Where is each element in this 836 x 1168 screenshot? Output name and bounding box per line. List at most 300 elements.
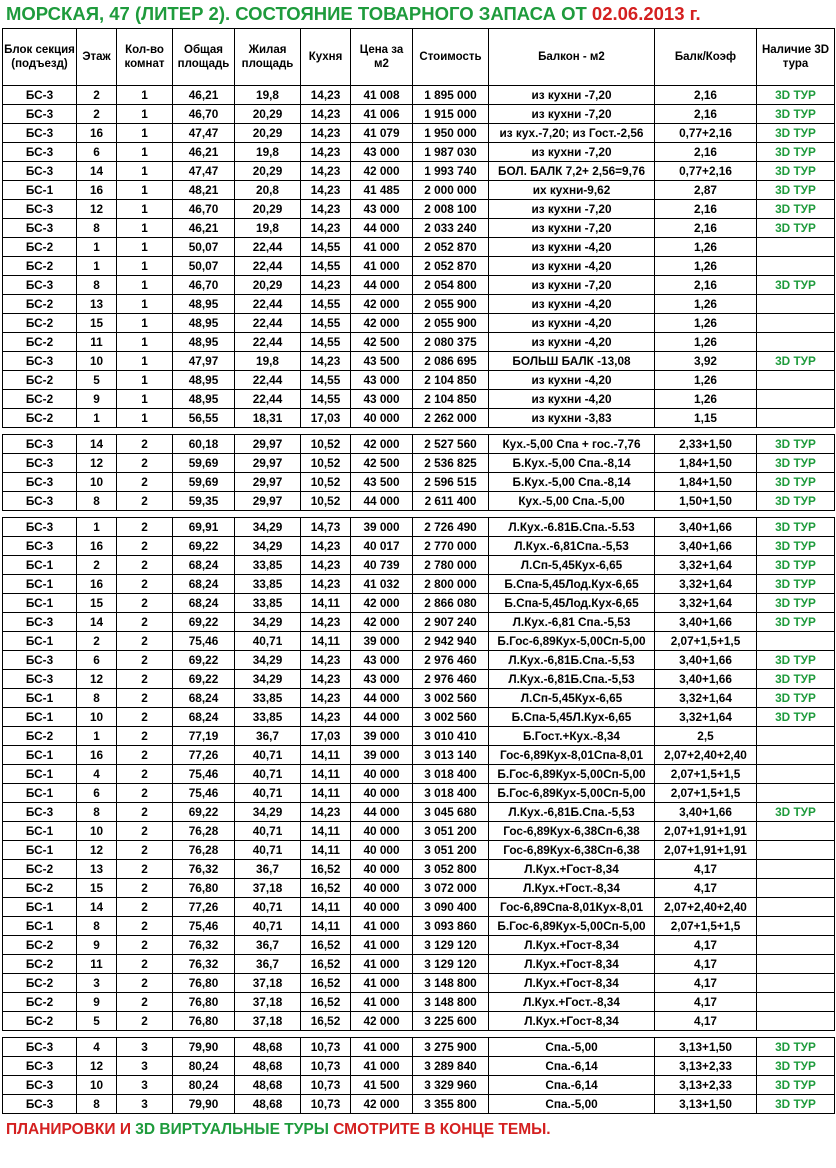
table-row xyxy=(3,238,835,257)
table-row xyxy=(3,1038,835,1057)
cell-cost: 2 611 400 xyxy=(413,492,489,511)
cell-3d-tour xyxy=(757,765,835,784)
cell-price-m2: 40 739 xyxy=(351,556,413,575)
cell-price-m2: 43 000 xyxy=(351,390,413,409)
cell-balcony: Б.Спа-5,45Лод.Кух-6,65 xyxy=(489,594,655,613)
table-row xyxy=(3,955,835,974)
cell-cost: 2 770 000 xyxy=(413,537,489,556)
cell-living-area: 36,7 xyxy=(235,936,301,955)
cell-balcony: Гос-6,89Кух-6,38Сп-6,38 xyxy=(489,841,655,860)
cell-3d-tour xyxy=(757,841,835,860)
cell-rooms: 1 xyxy=(117,276,173,295)
cell-price-m2: 43 500 xyxy=(351,352,413,371)
cell-3d-tour[interactable]: 3D ТУР xyxy=(757,105,835,124)
table-row xyxy=(3,898,835,917)
cell-kitchen: 16,52 xyxy=(301,879,351,898)
cell-price-m2: 43 000 xyxy=(351,200,413,219)
table-row xyxy=(3,651,835,670)
cell-kitchen: 14,23 xyxy=(301,613,351,632)
table-row xyxy=(3,613,835,632)
cell-total-area: 46,21 xyxy=(173,143,235,162)
cell-cost: 2 866 080 xyxy=(413,594,489,613)
cell-balc-coef: 4,17 xyxy=(655,860,757,879)
cell-living-area: 40,71 xyxy=(235,746,301,765)
cell-total-area: 59,69 xyxy=(173,454,235,473)
cell-3d-tour[interactable]: 3D ТУР xyxy=(757,651,835,670)
cell-kitchen: 14,23 xyxy=(301,803,351,822)
cell-balc-coef: 1,15 xyxy=(655,409,757,428)
cell-price-m2: 42 000 xyxy=(351,162,413,181)
cell-total-area: 69,22 xyxy=(173,613,235,632)
cell-total-area: 47,97 xyxy=(173,352,235,371)
cell-cost: 2 907 240 xyxy=(413,613,489,632)
cell-total-area: 68,24 xyxy=(173,689,235,708)
cell-3d-tour xyxy=(757,238,835,257)
table-row xyxy=(3,879,835,898)
cell-floor: 4 xyxy=(77,765,117,784)
cell-balcony: Л.Кух.-6.81Б.Спа.-5.53 xyxy=(489,518,655,537)
cell-kitchen: 14,11 xyxy=(301,841,351,860)
cell-living-area: 19,8 xyxy=(235,86,301,105)
cell-cost: 2 104 850 xyxy=(413,390,489,409)
cell-balcony: Л.Кух.+Гост-8,34 xyxy=(489,955,655,974)
cell-block: БС-1 xyxy=(3,594,77,613)
cell-balc-coef: 2,16 xyxy=(655,200,757,219)
table-row xyxy=(3,917,835,936)
cell-block: БС-2 xyxy=(3,993,77,1012)
cell-living-area: 40,71 xyxy=(235,784,301,803)
cell-floor: 2 xyxy=(77,105,117,124)
header-kitchen: Кухня xyxy=(301,29,351,86)
cell-balcony: из кухни -7,20 xyxy=(489,276,655,295)
cell-balcony: Л.Кух.-6,81Б.Спа.-5,53 xyxy=(489,803,655,822)
header-row xyxy=(3,29,835,86)
table-row xyxy=(3,860,835,879)
cell-block: БС-3 xyxy=(3,492,77,511)
cell-living-area: 48,68 xyxy=(235,1076,301,1095)
cell-kitchen: 14,55 xyxy=(301,238,351,257)
cell-price-m2: 41 000 xyxy=(351,917,413,936)
cell-total-area: 80,24 xyxy=(173,1076,235,1095)
cell-cost: 2 033 240 xyxy=(413,219,489,238)
cell-3d-tour[interactable]: 3D ТУР xyxy=(757,219,835,238)
cell-living-area: 34,29 xyxy=(235,537,301,556)
cell-price-m2: 41 000 xyxy=(351,955,413,974)
cell-floor: 9 xyxy=(77,390,117,409)
cell-floor: 9 xyxy=(77,936,117,955)
cell-3d-tour[interactable]: 3D ТУР xyxy=(757,1057,835,1076)
cell-balcony: Л.Кух.+Гост-8,34 xyxy=(489,936,655,955)
cell-price-m2: 43 000 xyxy=(351,371,413,390)
footer-part1: ПЛАНИРОВКИ И xyxy=(6,1121,131,1138)
cell-total-area: 76,80 xyxy=(173,1012,235,1031)
cell-cost: 3 002 560 xyxy=(413,689,489,708)
cell-price-m2: 40 000 xyxy=(351,841,413,860)
cell-cost: 1 993 740 xyxy=(413,162,489,181)
cell-living-area: 29,97 xyxy=(235,435,301,454)
cell-total-area: 80,24 xyxy=(173,1057,235,1076)
cell-3d-tour[interactable]: 3D ТУР xyxy=(757,537,835,556)
cell-3d-tour[interactable]: 3D ТУР xyxy=(757,181,835,200)
cell-block: БС-1 xyxy=(3,898,77,917)
cell-block: БС-1 xyxy=(3,765,77,784)
cell-3d-tour[interactable]: 3D ТУР xyxy=(757,613,835,632)
table-row xyxy=(3,181,835,200)
cell-living-area: 40,71 xyxy=(235,632,301,651)
cell-floor: 10 xyxy=(77,352,117,371)
cell-living-area: 37,18 xyxy=(235,1012,301,1031)
cell-kitchen: 14,23 xyxy=(301,162,351,181)
header-balcony: Балкон - м2 xyxy=(489,29,655,86)
cell-rooms: 2 xyxy=(117,689,173,708)
cell-cost: 2 052 870 xyxy=(413,238,489,257)
cell-living-area: 34,29 xyxy=(235,613,301,632)
cell-floor: 16 xyxy=(77,181,117,200)
cell-block: БС-2 xyxy=(3,727,77,746)
cell-cost: 3 093 860 xyxy=(413,917,489,936)
cell-kitchen: 14,55 xyxy=(301,333,351,352)
cell-living-area: 37,18 xyxy=(235,993,301,1012)
table-row xyxy=(3,936,835,955)
cell-price-m2: 41 032 xyxy=(351,575,413,594)
cell-total-area: 48,95 xyxy=(173,314,235,333)
cell-3d-tour xyxy=(757,333,835,352)
cell-price-m2: 41 485 xyxy=(351,181,413,200)
cell-price-m2: 44 000 xyxy=(351,219,413,238)
cell-total-area: 69,22 xyxy=(173,651,235,670)
cell-3d-tour[interactable]: 3D ТУР xyxy=(757,518,835,537)
cell-price-m2: 43 000 xyxy=(351,670,413,689)
cell-total-area: 50,07 xyxy=(173,257,235,276)
cell-floor: 8 xyxy=(77,1095,117,1114)
cell-kitchen: 14,55 xyxy=(301,371,351,390)
separator-cell xyxy=(3,511,835,518)
cell-cost: 3 148 800 xyxy=(413,993,489,1012)
cell-total-area: 48,21 xyxy=(173,181,235,200)
cell-price-m2: 40 000 xyxy=(351,898,413,917)
cell-price-m2: 44 000 xyxy=(351,708,413,727)
cell-balc-coef: 3,13+1,50 xyxy=(655,1038,757,1057)
cell-cost: 2 780 000 xyxy=(413,556,489,575)
cell-total-area: 75,46 xyxy=(173,784,235,803)
cell-3d-tour[interactable]: 3D ТУР xyxy=(757,689,835,708)
cell-balc-coef: 2,33+1,50 xyxy=(655,435,757,454)
cell-3d-tour[interactable]: 3D ТУР xyxy=(757,454,835,473)
cell-rooms: 2 xyxy=(117,708,173,727)
cell-block: БС-3 xyxy=(3,352,77,371)
cell-block: БС-3 xyxy=(3,803,77,822)
cell-rooms: 1 xyxy=(117,371,173,390)
cell-block: БС-3 xyxy=(3,518,77,537)
cell-total-area: 76,32 xyxy=(173,860,235,879)
cell-floor: 8 xyxy=(77,803,117,822)
cell-rooms: 2 xyxy=(117,575,173,594)
cell-kitchen: 17,03 xyxy=(301,409,351,428)
table-row xyxy=(3,352,835,371)
cell-price-m2: 42 000 xyxy=(351,613,413,632)
cell-cost: 2 055 900 xyxy=(413,295,489,314)
cell-balc-coef: 3,32+1,64 xyxy=(655,708,757,727)
cell-living-area: 19,8 xyxy=(235,143,301,162)
cell-rooms: 1 xyxy=(117,124,173,143)
cell-price-m2: 40 000 xyxy=(351,860,413,879)
cell-3d-tour[interactable]: 3D ТУР xyxy=(757,492,835,511)
cell-3d-tour xyxy=(757,784,835,803)
cell-total-area: 68,24 xyxy=(173,708,235,727)
cell-floor: 8 xyxy=(77,689,117,708)
cell-cost: 2 942 940 xyxy=(413,632,489,651)
cell-price-m2: 40 017 xyxy=(351,537,413,556)
cell-price-m2: 42 000 xyxy=(351,1012,413,1031)
cell-balc-coef: 1,26 xyxy=(655,333,757,352)
cell-living-area: 40,71 xyxy=(235,822,301,841)
cell-balc-coef: 2,07+2,40+2,40 xyxy=(655,898,757,917)
cell-rooms: 1 xyxy=(117,162,173,181)
cell-block: БС-3 xyxy=(3,105,77,124)
cell-price-m2: 44 000 xyxy=(351,803,413,822)
cell-rooms: 2 xyxy=(117,746,173,765)
cell-balcony: Спа.-6,14 xyxy=(489,1076,655,1095)
cell-kitchen: 17,03 xyxy=(301,727,351,746)
cell-3d-tour[interactable]: 3D ТУР xyxy=(757,473,835,492)
cell-total-area: 48,95 xyxy=(173,333,235,352)
cell-price-m2: 41 000 xyxy=(351,993,413,1012)
cell-living-area: 33,85 xyxy=(235,575,301,594)
cell-3d-tour xyxy=(757,390,835,409)
cell-3d-tour[interactable]: 3D ТУР xyxy=(757,594,835,613)
cell-price-m2: 41 000 xyxy=(351,936,413,955)
cell-3d-tour[interactable]: 3D ТУР xyxy=(757,708,835,727)
cell-total-area: 76,28 xyxy=(173,822,235,841)
cell-floor: 16 xyxy=(77,746,117,765)
cell-balcony: из кух.-7,20; из Гост.-2,56 xyxy=(489,124,655,143)
cell-3d-tour[interactable]: 3D ТУР xyxy=(757,352,835,371)
cell-3d-tour[interactable]: 3D ТУР xyxy=(757,143,835,162)
cell-3d-tour[interactable]: 3D ТУР xyxy=(757,1076,835,1095)
cell-price-m2: 42 500 xyxy=(351,454,413,473)
cell-rooms: 2 xyxy=(117,993,173,1012)
cell-rooms: 1 xyxy=(117,409,173,428)
cell-balc-coef: 3,40+1,66 xyxy=(655,651,757,670)
cell-price-m2: 40 000 xyxy=(351,765,413,784)
cell-balc-coef: 2,07+2,40+2,40 xyxy=(655,746,757,765)
cell-block: БС-2 xyxy=(3,936,77,955)
cell-balcony: Гос-6,89Кух-8,01Спа-8,01 xyxy=(489,746,655,765)
cell-cost: 1 987 030 xyxy=(413,143,489,162)
cell-balcony: из кухни -7,20 xyxy=(489,200,655,219)
table-row xyxy=(3,822,835,841)
table-row xyxy=(3,276,835,295)
cell-3d-tour[interactable]: 3D ТУР xyxy=(757,276,835,295)
cell-3d-tour xyxy=(757,822,835,841)
cell-cost: 3 289 840 xyxy=(413,1057,489,1076)
cell-price-m2: 42 000 xyxy=(351,594,413,613)
cell-floor: 10 xyxy=(77,708,117,727)
cell-total-area: 76,32 xyxy=(173,936,235,955)
cell-floor: 12 xyxy=(77,841,117,860)
cell-floor: 11 xyxy=(77,955,117,974)
cell-total-area: 77,19 xyxy=(173,727,235,746)
cell-balc-coef: 4,17 xyxy=(655,1012,757,1031)
cell-3d-tour[interactable]: 3D ТУР xyxy=(757,124,835,143)
cell-3d-tour[interactable]: 3D ТУР xyxy=(757,556,835,575)
cell-balcony: Б.Гост.+Кух.-8,34 xyxy=(489,727,655,746)
cell-living-area: 22,44 xyxy=(235,295,301,314)
table-row xyxy=(3,295,835,314)
cell-3d-tour xyxy=(757,860,835,879)
footer-part2: 3D ВИРТУАЛЬНЫЕ ТУРЫ xyxy=(135,1121,329,1138)
cell-rooms: 1 xyxy=(117,390,173,409)
cell-balc-coef: 4,17 xyxy=(655,993,757,1012)
cell-cost: 3 072 000 xyxy=(413,879,489,898)
cell-floor: 16 xyxy=(77,575,117,594)
cell-block: БС-2 xyxy=(3,371,77,390)
cell-3d-tour[interactable]: 3D ТУР xyxy=(757,1038,835,1057)
table-row xyxy=(3,473,835,492)
cell-block: БС-2 xyxy=(3,955,77,974)
cell-kitchen: 16,52 xyxy=(301,860,351,879)
table-row xyxy=(3,993,835,1012)
cell-3d-tour xyxy=(757,993,835,1012)
cell-block: БС-1 xyxy=(3,917,77,936)
cell-balc-coef: 3,40+1,66 xyxy=(655,670,757,689)
cell-living-area: 34,29 xyxy=(235,803,301,822)
header-block: Блок секция (подъезд) xyxy=(3,29,77,86)
cell-floor: 4 xyxy=(77,1038,117,1057)
cell-living-area: 29,97 xyxy=(235,454,301,473)
cell-kitchen: 14,23 xyxy=(301,276,351,295)
cell-3d-tour xyxy=(757,917,835,936)
cell-total-area: 68,24 xyxy=(173,575,235,594)
cell-3d-tour xyxy=(757,879,835,898)
cell-living-area: 34,29 xyxy=(235,651,301,670)
cell-balcony: из кухни -4,20 xyxy=(489,314,655,333)
cell-3d-tour[interactable]: 3D ТУР xyxy=(757,162,835,181)
cell-3d-tour[interactable]: 3D ТУР xyxy=(757,435,835,454)
cell-balc-coef: 0,77+2,16 xyxy=(655,162,757,181)
cell-rooms: 3 xyxy=(117,1057,173,1076)
cell-cost: 1 895 000 xyxy=(413,86,489,105)
cell-rooms: 2 xyxy=(117,435,173,454)
table-row xyxy=(3,333,835,352)
cell-living-area: 33,85 xyxy=(235,689,301,708)
header-rooms: Кол-во комнат xyxy=(117,29,173,86)
cell-living-area: 36,7 xyxy=(235,727,301,746)
cell-kitchen: 14,23 xyxy=(301,86,351,105)
cell-floor: 14 xyxy=(77,613,117,632)
table-row xyxy=(3,86,835,105)
cell-3d-tour xyxy=(757,409,835,428)
cell-3d-tour[interactable]: 3D ТУР xyxy=(757,803,835,822)
cell-balcony: Б.Кух.-5,00 Спа.-8,14 xyxy=(489,473,655,492)
cell-block: БС-1 xyxy=(3,784,77,803)
cell-3d-tour[interactable]: 3D ТУР xyxy=(757,575,835,594)
table-row xyxy=(3,435,835,454)
cell-balc-coef: 3,40+1,66 xyxy=(655,537,757,556)
table-row xyxy=(3,974,835,993)
cell-kitchen: 14,11 xyxy=(301,765,351,784)
cell-total-area: 50,07 xyxy=(173,238,235,257)
cell-total-area: 56,55 xyxy=(173,409,235,428)
cell-floor: 8 xyxy=(77,492,117,511)
table-row xyxy=(3,105,835,124)
cell-3d-tour[interactable]: 3D ТУР xyxy=(757,1095,835,1114)
cell-block: БС-1 xyxy=(3,689,77,708)
cell-balc-coef: 2,07+1,5+1,5 xyxy=(655,917,757,936)
cell-block: БС-1 xyxy=(3,575,77,594)
cell-balc-coef: 4,17 xyxy=(655,974,757,993)
cell-cost: 2 596 515 xyxy=(413,473,489,492)
cell-total-area: 76,80 xyxy=(173,974,235,993)
cell-kitchen: 14,11 xyxy=(301,822,351,841)
cell-cost: 2 726 490 xyxy=(413,518,489,537)
cell-living-area: 20,29 xyxy=(235,124,301,143)
table-row xyxy=(3,632,835,651)
cell-3d-tour xyxy=(757,314,835,333)
cell-rooms: 2 xyxy=(117,492,173,511)
cell-kitchen: 14,23 xyxy=(301,708,351,727)
cell-floor: 12 xyxy=(77,670,117,689)
cell-block: БС-2 xyxy=(3,1012,77,1031)
table-row xyxy=(3,746,835,765)
cell-balcony: Б.Спа-5,45Лод.Кух-6,65 xyxy=(489,575,655,594)
cell-balcony: Б.Спа-5,45Л.Кух-6,65 xyxy=(489,708,655,727)
cell-floor: 15 xyxy=(77,879,117,898)
cell-cost: 3 148 800 xyxy=(413,974,489,993)
cell-floor: 14 xyxy=(77,898,117,917)
cell-cost: 3 018 400 xyxy=(413,765,489,784)
cell-kitchen: 16,52 xyxy=(301,993,351,1012)
cell-block: БС-3 xyxy=(3,1095,77,1114)
table-row xyxy=(3,371,835,390)
cell-cost: 3 129 120 xyxy=(413,936,489,955)
cell-living-area: 19,8 xyxy=(235,219,301,238)
cell-living-area: 22,44 xyxy=(235,238,301,257)
cell-floor: 11 xyxy=(77,333,117,352)
cell-balcony: Л.Кух.-6,81 Спа.-5,53 xyxy=(489,613,655,632)
cell-block: БС-3 xyxy=(3,1057,77,1076)
cell-balcony: Б.Гос-6,89Кух-5,00Сп-5,00 xyxy=(489,917,655,936)
cell-balcony: Спа.-5,00 xyxy=(489,1038,655,1057)
cell-floor: 1 xyxy=(77,409,117,428)
cell-living-area: 34,29 xyxy=(235,670,301,689)
cell-balc-coef: 4,17 xyxy=(655,955,757,974)
cell-balc-coef: 3,13+1,50 xyxy=(655,1095,757,1114)
cell-cost: 3 275 900 xyxy=(413,1038,489,1057)
cell-kitchen: 16,52 xyxy=(301,1012,351,1031)
cell-total-area: 75,46 xyxy=(173,917,235,936)
cell-balc-coef: 0,77+2,16 xyxy=(655,124,757,143)
cell-kitchen: 14,11 xyxy=(301,917,351,936)
cell-balc-coef: 3,32+1,64 xyxy=(655,689,757,708)
cell-price-m2: 43 500 xyxy=(351,473,413,492)
cell-3d-tour[interactable]: 3D ТУР xyxy=(757,86,835,105)
cell-3d-tour[interactable]: 3D ТУР xyxy=(757,670,835,689)
table-row xyxy=(3,556,835,575)
cell-balcony: из кухни -3,83 xyxy=(489,409,655,428)
cell-total-area: 47,47 xyxy=(173,124,235,143)
cell-3d-tour xyxy=(757,955,835,974)
cell-balcony: из кухни -4,20 xyxy=(489,333,655,352)
cell-balc-coef: 3,40+1,66 xyxy=(655,803,757,822)
cell-total-area: 69,22 xyxy=(173,803,235,822)
cell-balcony: из кухни -4,20 xyxy=(489,295,655,314)
cell-kitchen: 10,52 xyxy=(301,473,351,492)
cell-3d-tour[interactable]: 3D ТУР xyxy=(757,200,835,219)
cell-block: БС-3 xyxy=(3,435,77,454)
cell-total-area: 48,95 xyxy=(173,371,235,390)
cell-balc-coef: 4,17 xyxy=(655,936,757,955)
